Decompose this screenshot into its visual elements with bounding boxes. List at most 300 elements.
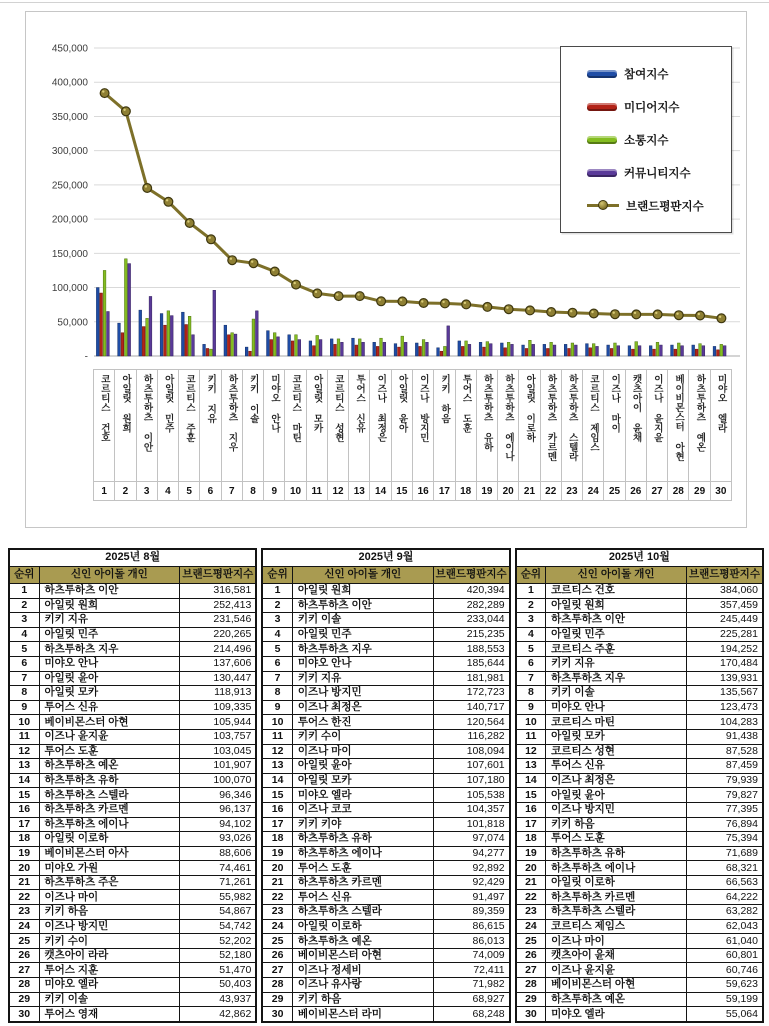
table-row — [9, 744, 256, 759]
table-row — [9, 978, 256, 993]
x-axis-label-text: 코르티스 주훈 — [183, 374, 195, 442]
table-row — [9, 963, 256, 978]
index-value-cell: 86,013 — [433, 934, 510, 949]
x-axis-label — [582, 369, 604, 482]
column-header-index: 브랜드평판지수 — [180, 567, 257, 584]
idol-name-cell: 이즈나 마이 — [292, 744, 433, 759]
idol-name-cell: 키키 이솔 — [292, 613, 433, 628]
table-row — [9, 584, 256, 599]
index-value-cell: 140,717 — [433, 700, 510, 715]
table-row — [9, 567, 256, 584]
idol-name-cell: 키키 지유 — [292, 671, 433, 686]
x-axis-rank-text: 16 — [417, 485, 429, 497]
month-title: 2025년 9월 — [262, 549, 509, 567]
index-value-cell: 100,070 — [180, 773, 257, 788]
idol-name-cell: 아일릿 윤아 — [546, 788, 687, 803]
svg-text:300,000: 300,000 — [51, 146, 88, 158]
index-value-cell: 92,429 — [433, 875, 510, 890]
x-axis-rank-text: 5 — [186, 485, 192, 497]
svg-text:200,000: 200,000 — [51, 214, 88, 226]
x-axis-label-text: 아일릿 민주 — [162, 374, 174, 433]
rank-cell: 11 — [9, 729, 39, 744]
table-row — [9, 832, 256, 847]
index-value-cell: 66,563 — [686, 875, 763, 890]
rank-cell: 12 — [9, 744, 39, 759]
rank-cell: 22 — [9, 890, 39, 905]
idol-name-cell: 이즈나 윤지윤 — [39, 729, 180, 744]
x-axis-label — [157, 369, 179, 482]
table-row — [516, 686, 763, 701]
table-row — [9, 642, 256, 657]
idol-name-cell: 하츠투하츠 예온 — [292, 934, 433, 949]
index-value-cell: 64,222 — [686, 890, 763, 905]
index-value-cell: 357,459 — [686, 598, 763, 613]
table-row — [9, 948, 256, 963]
idol-name-cell: 베이비몬스터 아사 — [39, 846, 180, 861]
index-value-cell: 231,546 — [180, 613, 257, 628]
x-axis-rank — [391, 481, 413, 501]
x-axis-rank-text: 15 — [396, 485, 408, 497]
svg-text:350,000: 350,000 — [51, 111, 88, 123]
x-axis-rank-text: 1 — [101, 485, 107, 497]
x-axis-rank — [327, 481, 349, 501]
index-value-cell: 55,064 — [686, 1007, 763, 1022]
rank-cell: 3 — [262, 613, 292, 628]
x-axis-rank — [667, 481, 689, 501]
table-row — [9, 759, 256, 774]
index-value-cell: 107,601 — [433, 759, 510, 774]
rank-cell: 28 — [262, 978, 292, 993]
idol-name-cell: 키키 수이 — [39, 934, 180, 949]
table-row — [262, 656, 509, 671]
x-axis-label — [412, 369, 434, 482]
rank-cell: 12 — [262, 744, 292, 759]
idol-name-cell: 아일릿 민주 — [292, 627, 433, 642]
idol-name-cell: 이즈나 방지민 — [292, 686, 433, 701]
idol-name-cell: 키키 키야 — [292, 817, 433, 832]
rank-cell: 11 — [516, 729, 546, 744]
x-axis-rank — [433, 481, 455, 501]
table-row — [516, 788, 763, 803]
x-axis-label-text: 캣츠아이 윤채 — [630, 374, 642, 442]
x-axis-label-text: 하츠투하츠 스텔라 — [566, 374, 578, 461]
table-row — [9, 773, 256, 788]
idol-name-cell: 코르티스 건호 — [546, 584, 687, 599]
rank-cell: 27 — [9, 963, 39, 978]
index-value-cell: 52,180 — [180, 948, 257, 963]
table-row — [516, 1007, 763, 1022]
x-axis-rank-text: 19 — [481, 485, 493, 497]
rank-cell: 18 — [516, 832, 546, 847]
idol-name-cell: 아일릿 원희 — [546, 598, 687, 613]
idol-name-cell: 투어스 도훈 — [292, 861, 433, 876]
index-value-cell: 101,907 — [180, 759, 257, 774]
legend-bar-swatch-icon — [587, 136, 617, 144]
idol-name-cell: 미야오 안나 — [546, 700, 687, 715]
column-header-name: 신인 아이돌 개인 — [292, 567, 433, 584]
x-axis-rank — [284, 481, 306, 501]
idol-name-cell: 투어스 도훈 — [546, 832, 687, 847]
x-axis-rank-text: 12 — [332, 485, 344, 497]
table-row — [516, 875, 763, 890]
x-axis-label-text: 이즈나 방지민 — [417, 374, 429, 442]
index-value-cell: 43,937 — [180, 992, 257, 1007]
idol-name-cell: 하츠투하츠 유하 — [292, 832, 433, 847]
table-row — [262, 934, 509, 949]
index-value-cell: 137,606 — [180, 656, 257, 671]
index-value-cell: 88,606 — [180, 846, 257, 861]
index-value-cell: 52,202 — [180, 934, 257, 949]
table-row — [262, 549, 509, 567]
chart-legend — [560, 46, 732, 233]
x-axis-label — [263, 369, 285, 482]
svg-text:150,000: 150,000 — [51, 248, 88, 260]
idol-name-cell: 하츠투하츠 유하 — [39, 773, 180, 788]
x-axis-rank — [603, 481, 625, 501]
index-value-cell: 220,265 — [180, 627, 257, 642]
index-value-cell: 89,359 — [433, 905, 510, 920]
idol-name-cell: 하츠투하츠 에이나 — [546, 861, 687, 876]
table-row — [262, 729, 509, 744]
rank-cell: 2 — [516, 598, 546, 613]
x-axis-rank-text: 26 — [630, 485, 642, 497]
table-row — [516, 963, 763, 978]
rank-cell: 11 — [262, 729, 292, 744]
rank-cell: 29 — [262, 992, 292, 1007]
index-value-cell: 282,289 — [433, 598, 510, 613]
x-axis-rank — [455, 481, 477, 501]
idol-name-cell: 투어스 신유 — [546, 759, 687, 774]
x-axis-label-text: 코르티스 제임스 — [588, 374, 599, 452]
rank-cell: 23 — [9, 905, 39, 920]
month-title: 2025년 10월 — [516, 549, 763, 567]
rank-cell: 26 — [262, 948, 292, 963]
index-value-cell: 87,459 — [686, 759, 763, 774]
rank-cell: 21 — [9, 875, 39, 890]
x-axis-rank — [263, 481, 285, 501]
index-value-cell: 420,394 — [433, 584, 510, 599]
idol-name-cell: 투어스 신유 — [292, 890, 433, 905]
table-row — [262, 1007, 509, 1022]
index-value-cell: 252,413 — [180, 598, 257, 613]
idol-name-cell: 코르티스 주훈 — [546, 642, 687, 657]
table-row — [262, 832, 509, 847]
rank-cell: 28 — [516, 978, 546, 993]
column-header-name: 신인 아이돌 개인 — [39, 567, 180, 584]
rank-cell: 19 — [516, 846, 546, 861]
table-row — [262, 802, 509, 817]
table-row — [9, 890, 256, 905]
rank-cell: 2 — [262, 598, 292, 613]
rank-cell: 8 — [262, 686, 292, 701]
rank-cell: 1 — [516, 584, 546, 599]
table-row — [516, 627, 763, 642]
table-row — [516, 905, 763, 920]
svg-text:250,000: 250,000 — [51, 180, 88, 192]
rank-cell: 1 — [262, 584, 292, 599]
rank-cell: 25 — [516, 934, 546, 949]
index-value-cell: 55,982 — [180, 890, 257, 905]
table-row — [9, 992, 256, 1007]
x-axis-rank — [710, 481, 732, 501]
x-axis-label — [391, 369, 413, 482]
column-header-rank: 순위 — [516, 567, 546, 584]
index-value-cell: 94,102 — [180, 817, 257, 832]
idol-name-cell: 이즈나 윤지윤 — [546, 963, 687, 978]
table-row — [516, 613, 763, 628]
table-row — [516, 817, 763, 832]
table-september — [261, 548, 510, 1023]
x-axis-label — [284, 369, 306, 482]
x-axis-label-text: 하츠투하츠 예온 — [694, 374, 706, 452]
rank-cell: 16 — [9, 802, 39, 817]
idol-name-cell: 투어스 지훈 — [39, 963, 180, 978]
rank-cell: 7 — [516, 671, 546, 686]
index-value-cell: 104,283 — [686, 715, 763, 730]
table-row — [516, 715, 763, 730]
idol-name-cell: 하츠투하츠 이안 — [292, 598, 433, 613]
x-axis-label-text: 투어스 도훈 — [460, 374, 472, 433]
table-row — [9, 934, 256, 949]
rank-cell: 2 — [9, 598, 39, 613]
idol-name-cell: 아일릿 이로하 — [292, 919, 433, 934]
rank-cell: 13 — [9, 759, 39, 774]
legend-item — [587, 189, 727, 222]
idol-name-cell: 아일릿 원희 — [292, 584, 433, 599]
svg-text:-: - — [84, 351, 88, 363]
x-axis-rank — [221, 481, 243, 501]
table-row — [516, 656, 763, 671]
idol-name-cell: 하츠투하츠 예온 — [39, 759, 180, 774]
table-row — [9, 686, 256, 701]
column-header-index: 브랜드평판지수 — [433, 567, 510, 584]
x-axis-label-text: 하츠투하츠 유하 — [481, 374, 493, 452]
x-axis-label-text: 하츠투하츠 에이나 — [502, 374, 514, 461]
rank-cell: 24 — [9, 919, 39, 934]
table-row — [9, 627, 256, 642]
idol-name-cell: 미야오 안나 — [292, 656, 433, 671]
table-row — [262, 598, 509, 613]
x-axis-rank-text: 27 — [651, 485, 663, 497]
index-value-cell: 42,862 — [180, 1007, 257, 1022]
table-row — [516, 948, 763, 963]
index-value-cell: 123,473 — [686, 700, 763, 715]
table-row — [9, 1007, 256, 1022]
x-axis-label — [433, 369, 455, 482]
rank-cell: 18 — [262, 832, 292, 847]
rank-cell: 22 — [516, 890, 546, 905]
idol-name-cell: 키키 하음 — [39, 905, 180, 920]
x-axis-label-text: 코르티스 건호 — [98, 374, 110, 442]
rank-cell: 13 — [262, 759, 292, 774]
idol-name-cell: 하츠투하츠 지우 — [292, 642, 433, 657]
index-value-cell: 91,497 — [433, 890, 510, 905]
x-axis-category-labels — [94, 370, 732, 482]
x-axis-label-text: 코르티스 성현 — [332, 374, 344, 442]
table-row — [9, 875, 256, 890]
table-row — [262, 846, 509, 861]
table-row — [9, 700, 256, 715]
index-value-cell: 71,982 — [433, 978, 510, 993]
idol-name-cell: 이즈나 정세비 — [292, 963, 433, 978]
index-value-cell: 384,060 — [686, 584, 763, 599]
idol-name-cell: 키키 지유 — [39, 613, 180, 628]
x-axis-label — [710, 369, 732, 482]
rank-cell: 8 — [516, 686, 546, 701]
table-row — [262, 817, 509, 832]
index-value-cell: 214,496 — [180, 642, 257, 657]
x-axis-rank-text: 21 — [523, 485, 536, 497]
table-october — [515, 548, 764, 1023]
idol-name-cell: 하츠투하츠 지우 — [39, 642, 180, 657]
index-value-cell: 233,044 — [433, 613, 510, 628]
table-row — [262, 567, 509, 584]
x-axis-rank — [242, 481, 264, 501]
table-row — [262, 978, 509, 993]
rank-cell: 20 — [9, 861, 39, 876]
idol-name-cell: 이즈나 방지민 — [546, 802, 687, 817]
x-axis-label — [242, 369, 264, 482]
rank-cell: 12 — [516, 744, 546, 759]
x-axis-label-text: 투어스 신유 — [354, 374, 366, 433]
index-value-cell: 94,277 — [433, 846, 510, 861]
x-axis-rank — [561, 481, 583, 501]
legend-label: 커뮤니티지수 — [624, 167, 691, 180]
index-value-cell: 181,981 — [433, 671, 510, 686]
index-value-cell: 71,689 — [686, 846, 763, 861]
index-value-cell: 75,394 — [686, 832, 763, 847]
rank-cell: 22 — [262, 890, 292, 905]
index-value-cell: 86,615 — [433, 919, 510, 934]
x-axis-label — [306, 369, 328, 482]
svg-text:100,000: 100,000 — [51, 283, 88, 295]
table-row — [262, 613, 509, 628]
rank-cell: 18 — [9, 832, 39, 847]
index-value-cell: 172,723 — [433, 686, 510, 701]
index-value-cell: 71,261 — [180, 875, 257, 890]
index-value-cell: 185,644 — [433, 656, 510, 671]
idol-name-cell: 하츠투하츠 카르멘 — [292, 875, 433, 890]
x-axis-rank-text: 2 — [122, 485, 129, 497]
idol-name-cell: 투어스 신유 — [39, 700, 180, 715]
index-value-cell: 61,040 — [686, 934, 763, 949]
x-axis-label — [199, 369, 221, 482]
idol-name-cell: 하츠투하츠 에이나 — [39, 817, 180, 832]
table-row — [262, 642, 509, 657]
x-axis-label — [369, 369, 391, 482]
table-row — [516, 729, 763, 744]
legend-label: 소통지수 — [624, 134, 669, 147]
x-axis-rank-text: 8 — [250, 485, 256, 497]
rank-cell: 30 — [516, 1007, 546, 1022]
table-row — [516, 744, 763, 759]
rank-cell: 17 — [9, 817, 39, 832]
x-axis-label-text: 코르티스 마틴 — [290, 374, 302, 442]
rank-cell: 26 — [9, 948, 39, 963]
idol-name-cell: 키키 이솔 — [39, 992, 180, 1007]
column-header-index: 브랜드평판지수 — [686, 567, 763, 584]
x-axis-label — [221, 369, 243, 482]
index-value-cell: 104,357 — [433, 802, 510, 817]
index-value-cell: 54,867 — [180, 905, 257, 920]
idol-name-cell: 아일릿 민주 — [546, 627, 687, 642]
table-row — [516, 890, 763, 905]
x-axis-label — [348, 369, 370, 482]
x-axis-rank-text: 23 — [566, 485, 578, 497]
x-axis-rank — [114, 481, 136, 501]
x-axis-label-text: 미야오 안나 — [269, 374, 280, 433]
rank-cell: 28 — [9, 978, 39, 993]
x-axis-label — [625, 369, 647, 482]
idol-name-cell: 아일릿 윤아 — [292, 759, 433, 774]
idol-name-cell: 키키 하음 — [546, 817, 687, 832]
index-value-cell: 105,944 — [180, 715, 257, 730]
x-axis-label — [476, 369, 498, 482]
rank-cell: 3 — [9, 613, 39, 628]
table-row — [516, 802, 763, 817]
index-value-cell: 54,742 — [180, 919, 257, 934]
x-axis-rank-labels — [94, 482, 732, 501]
rank-cell: 20 — [516, 861, 546, 876]
rank-cell: 10 — [516, 715, 546, 730]
rank-cell: 10 — [262, 715, 292, 730]
x-axis-label-text: 아일릿 원희 — [120, 374, 132, 433]
idol-name-cell: 아일릿 원희 — [39, 598, 180, 613]
x-axis-label-text: 하츠투하츠 지우 — [226, 374, 238, 452]
idol-name-cell: 베이비몬스터 아현 — [292, 948, 433, 963]
table-row — [9, 613, 256, 628]
rank-cell: 3 — [516, 613, 546, 628]
table-row — [516, 700, 763, 715]
x-axis-label-text: 베이비몬스터 아현 — [673, 374, 685, 461]
monthly-ranking-tables — [8, 548, 764, 1023]
table-row — [262, 861, 509, 876]
rank-cell: 7 — [262, 671, 292, 686]
rank-cell: 19 — [9, 846, 39, 861]
table-row — [9, 861, 256, 876]
rank-cell: 24 — [262, 919, 292, 934]
x-axis-rank — [688, 481, 710, 501]
idol-name-cell: 하츠투하츠 유하 — [546, 846, 687, 861]
index-value-cell: 139,931 — [686, 671, 763, 686]
rank-cell: 15 — [516, 788, 546, 803]
x-axis-label-text: 하츠투하츠 카르멘 — [545, 374, 557, 461]
rank-cell: 4 — [9, 627, 39, 642]
index-value-cell: 93,026 — [180, 832, 257, 847]
rank-cell: 23 — [516, 905, 546, 920]
idol-name-cell: 아일릿 모카 — [292, 773, 433, 788]
idol-name-cell: 이즈나 최정은 — [546, 773, 687, 788]
legend-label: 미디어지수 — [624, 101, 680, 114]
x-axis-rank-text: 20 — [502, 485, 514, 497]
rank-cell: 21 — [516, 875, 546, 890]
rank-cell: 27 — [516, 963, 546, 978]
table-row — [516, 549, 763, 567]
table-row — [9, 846, 256, 861]
idol-name-cell: 하츠투하츠 카르멘 — [546, 890, 687, 905]
idol-name-cell: 이즈나 마이 — [546, 934, 687, 949]
idol-name-cell: 베이비몬스터 아현 — [546, 978, 687, 993]
table-row — [516, 598, 763, 613]
table-row — [9, 817, 256, 832]
x-axis-label — [178, 369, 200, 482]
idol-name-cell: 하츠투하츠 에이나 — [292, 846, 433, 861]
rank-cell: 19 — [262, 846, 292, 861]
index-value-cell: 103,757 — [180, 729, 257, 744]
x-axis-label — [603, 369, 625, 482]
rank-cell: 4 — [262, 627, 292, 642]
rank-cell: 6 — [262, 656, 292, 671]
